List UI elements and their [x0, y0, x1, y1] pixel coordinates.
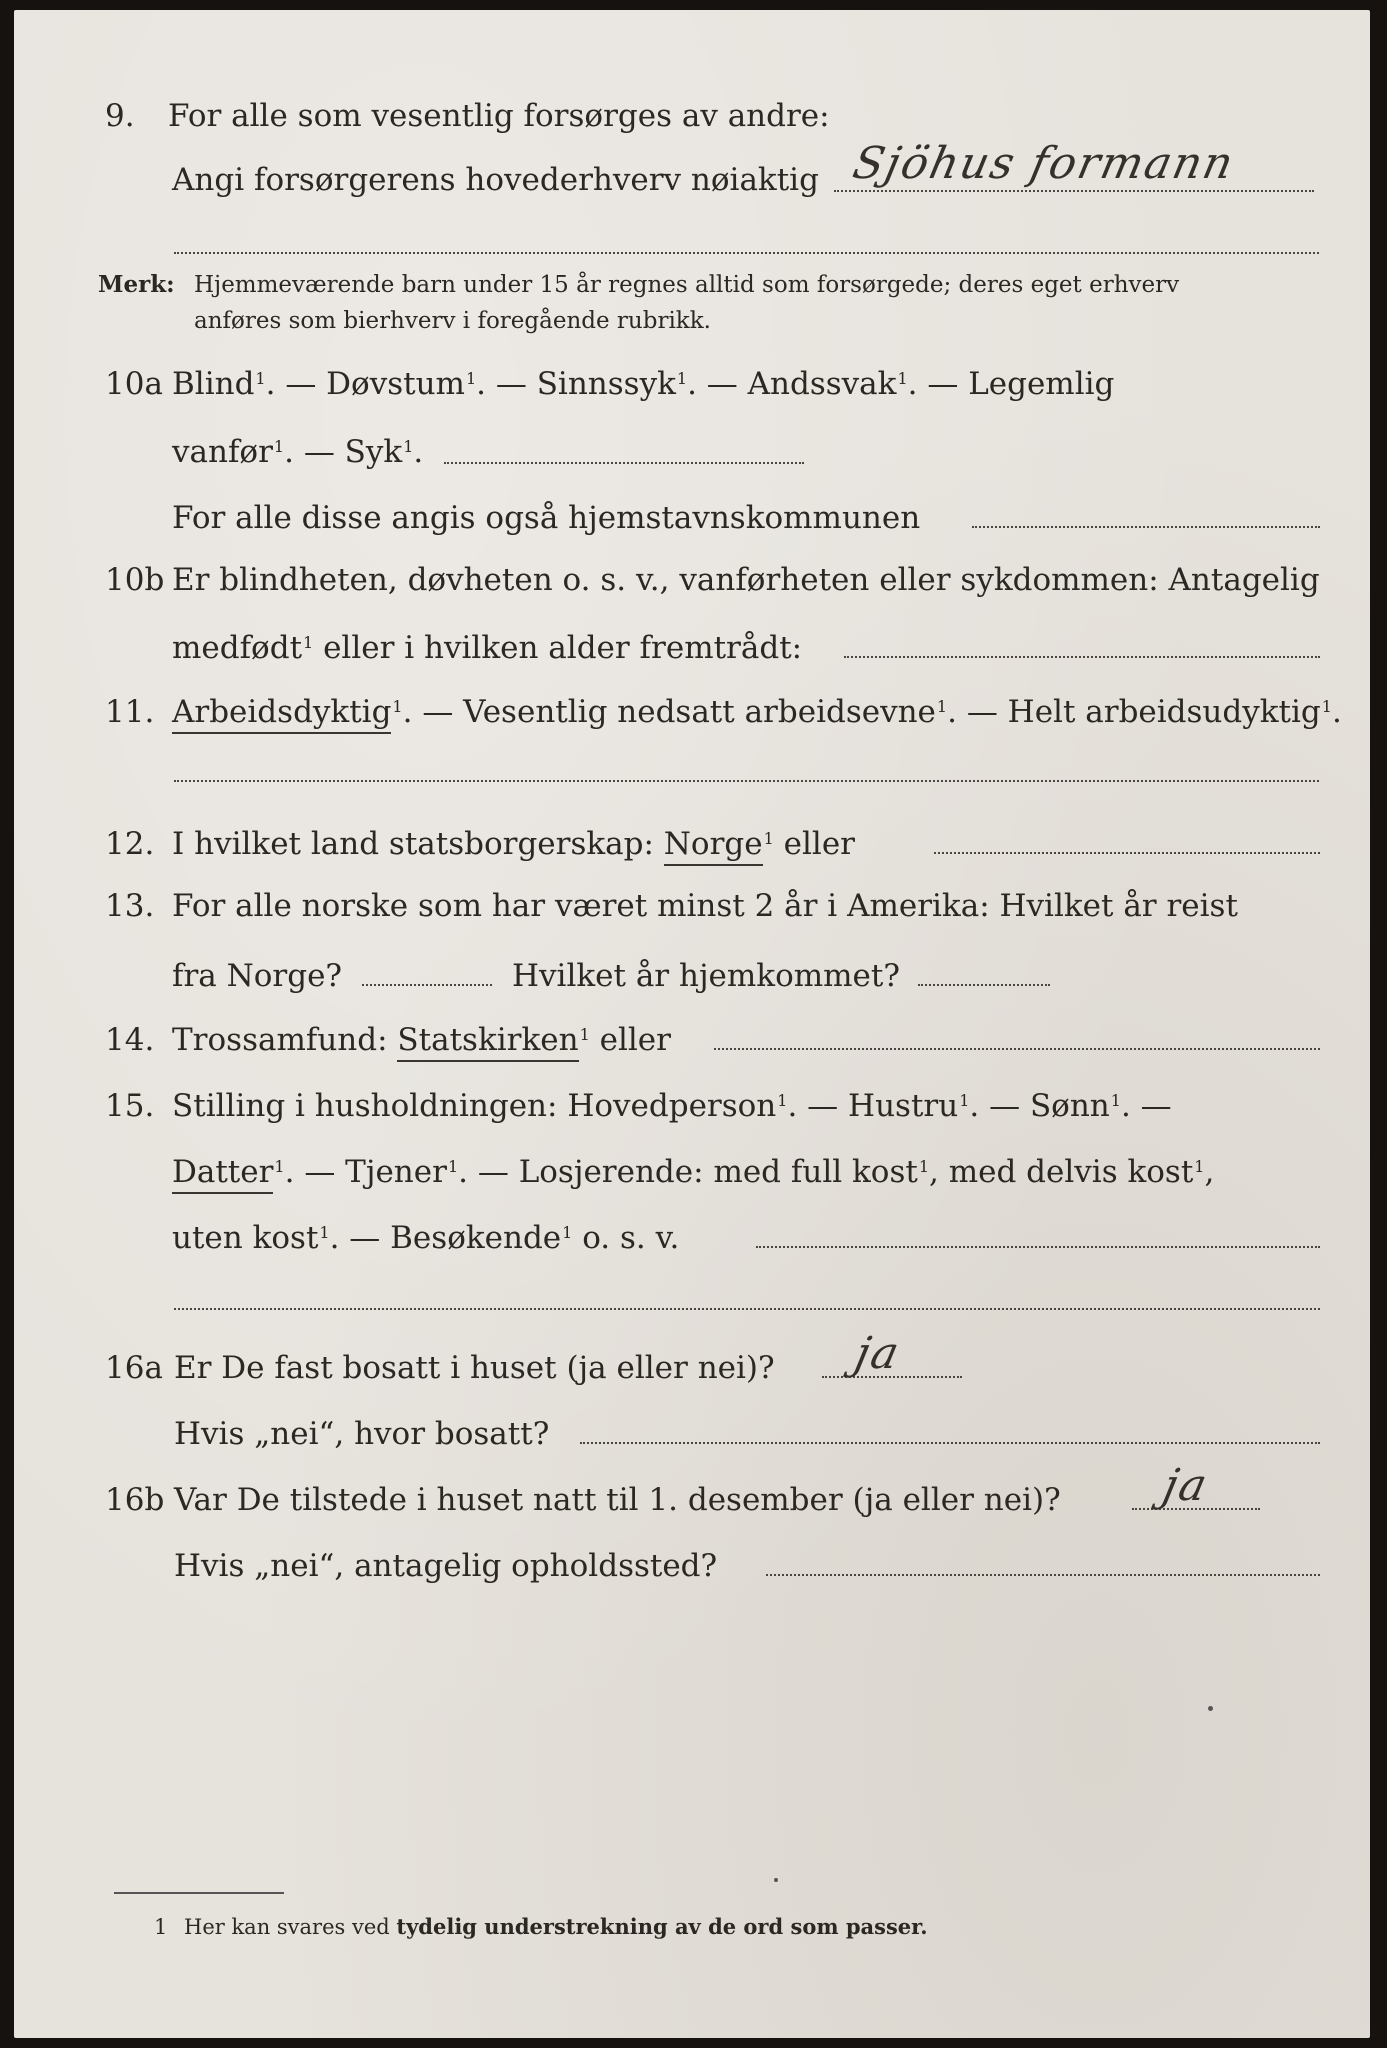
note-line-2: anføres som bierhverv i foregående rubrikk. — [194, 308, 711, 334]
item-9-question: For alle som vesentlig forsørges av andre: — [168, 98, 830, 134]
item-9-answer-line-2 — [174, 252, 1319, 254]
item-14-answer-line — [714, 1048, 1320, 1050]
item-9-answer-line — [834, 190, 1314, 192]
item-10a-hometown-line — [972, 526, 1320, 528]
item-number-15: 15. — [105, 1088, 155, 1124]
ink-speck — [1208, 1706, 1213, 1711]
item-16a-handwritten-answer: ja — [850, 1328, 906, 1379]
item-10b-label: medfødt$^1$ eller i hvilken alder fremtrådt: — [172, 630, 803, 666]
item-15-line-3: uten kost$^1$. — Besøkende$^1$ o. s. v. — [172, 1220, 680, 1256]
item-number-11: 11. — [105, 694, 155, 730]
item-number-10b: 10b — [105, 562, 165, 598]
item-number-10a: 10a — [105, 366, 163, 402]
item-10a-options-1: Blind$^1$. — Døvstum$^1$. — Sinnssyk$^1$. — Andssvak$^1$. — Legemlig — [172, 366, 1115, 402]
footnote-rule — [114, 1892, 284, 1894]
item-13-label-b: Hvilket år hjemkommet? — [512, 958, 900, 994]
item-16a-question: Er De fast bosatt i huset (ja eller nei)? — [174, 1350, 775, 1386]
item-13-answer-line-b — [918, 984, 1050, 986]
item-10a-options-2: vanfør$^1$. — Syk$^1$. — [172, 434, 424, 470]
footnote-text: Her kan svares ved tydelig understrekning av de ord som passer. — [184, 1914, 928, 1939]
item-number-14: 14. — [105, 1022, 155, 1058]
ink-speck — [774, 1878, 778, 1882]
item-12-answer-line — [934, 852, 1320, 854]
item-13-answer-line-a — [362, 984, 492, 986]
item-number-16b: 16b — [105, 1482, 165, 1518]
item-13-question: For alle norske som har været minst 2 år i Amerika: Hvilket år reist — [172, 888, 1238, 924]
item-15-selected-option: Datter — [172, 1154, 273, 1194]
item-9-handwritten-answer: Sjöhus formann — [848, 138, 1240, 189]
item-15-line-2: Datter$^1$. — Tjener$^1$. — Losjerende: med full kost$^1$, med delvis kost$^1$, — [172, 1150, 1214, 1194]
item-16a-followup-line — [580, 1442, 1320, 1444]
item-10b-answer-line — [844, 656, 1320, 658]
note-line-1: Hjemmeværende barn under 15 år regnes alltid som forsørgede; deres eget erhverv — [194, 272, 1180, 298]
item-10a-answer-line — [444, 462, 804, 464]
item-number-12: 12. — [105, 826, 155, 862]
item-16a-followup: Hvis „nei“, hvor bosatt? — [174, 1416, 550, 1452]
item-16b-handwritten-answer: ja — [1158, 1460, 1214, 1511]
item-16b-followup: Hvis „nei“, antagelig opholdssted? — [174, 1548, 718, 1584]
item-12-question: I hvilket land statsborgerskap: Norge$^1$ eller — [172, 822, 855, 866]
item-number-13: 13. — [105, 888, 155, 924]
item-11-selected-option: Arbeidsdyktig — [172, 694, 391, 734]
form-page — [14, 10, 1370, 2038]
item-10b-question: Er blindheten, døvheten o. s. v., vanførheten eller sykdommen: Antagelig — [172, 562, 1320, 598]
item-15-answer-line — [756, 1246, 1320, 1248]
item-number-16a: 16a — [105, 1350, 163, 1386]
item-12-selected-option: Norge — [664, 826, 763, 866]
footnote-marker: 1 — [154, 1915, 168, 1939]
item-14-question: Trossamfund: Statskirken$^1$ eller — [172, 1018, 671, 1062]
item-16b-question: Var De tilstede i huset natt til 1. desember (ja eller nei)? — [174, 1482, 1061, 1518]
item-number-9: 9. — [105, 98, 135, 134]
item-16b-followup-line — [766, 1574, 1320, 1576]
item-11-answer-line — [174, 780, 1319, 782]
item-9-label: Angi forsørgerens hovederhverv nøiaktig — [172, 162, 819, 198]
item-10a-hometown-label: For alle disse angis også hjemstavnskommunen — [172, 500, 921, 536]
item-11-options: Arbeidsdyktig$^1$. — Vesentlig nedsatt arbeidsevne$^1$. — Helt arbeidsudyktig$^1$. — [172, 690, 1342, 734]
item-13-label-a: fra Norge? — [172, 958, 343, 994]
note-label: Merk: — [98, 271, 175, 298]
item-15-answer-line-2 — [174, 1308, 1320, 1310]
item-14-selected-option: Statskirken — [397, 1022, 578, 1062]
item-15-line-1: Stilling i husholdningen: Hovedperson$^1$. — Hustru$^1$. — Sønn$^1$. — — [172, 1088, 1172, 1124]
